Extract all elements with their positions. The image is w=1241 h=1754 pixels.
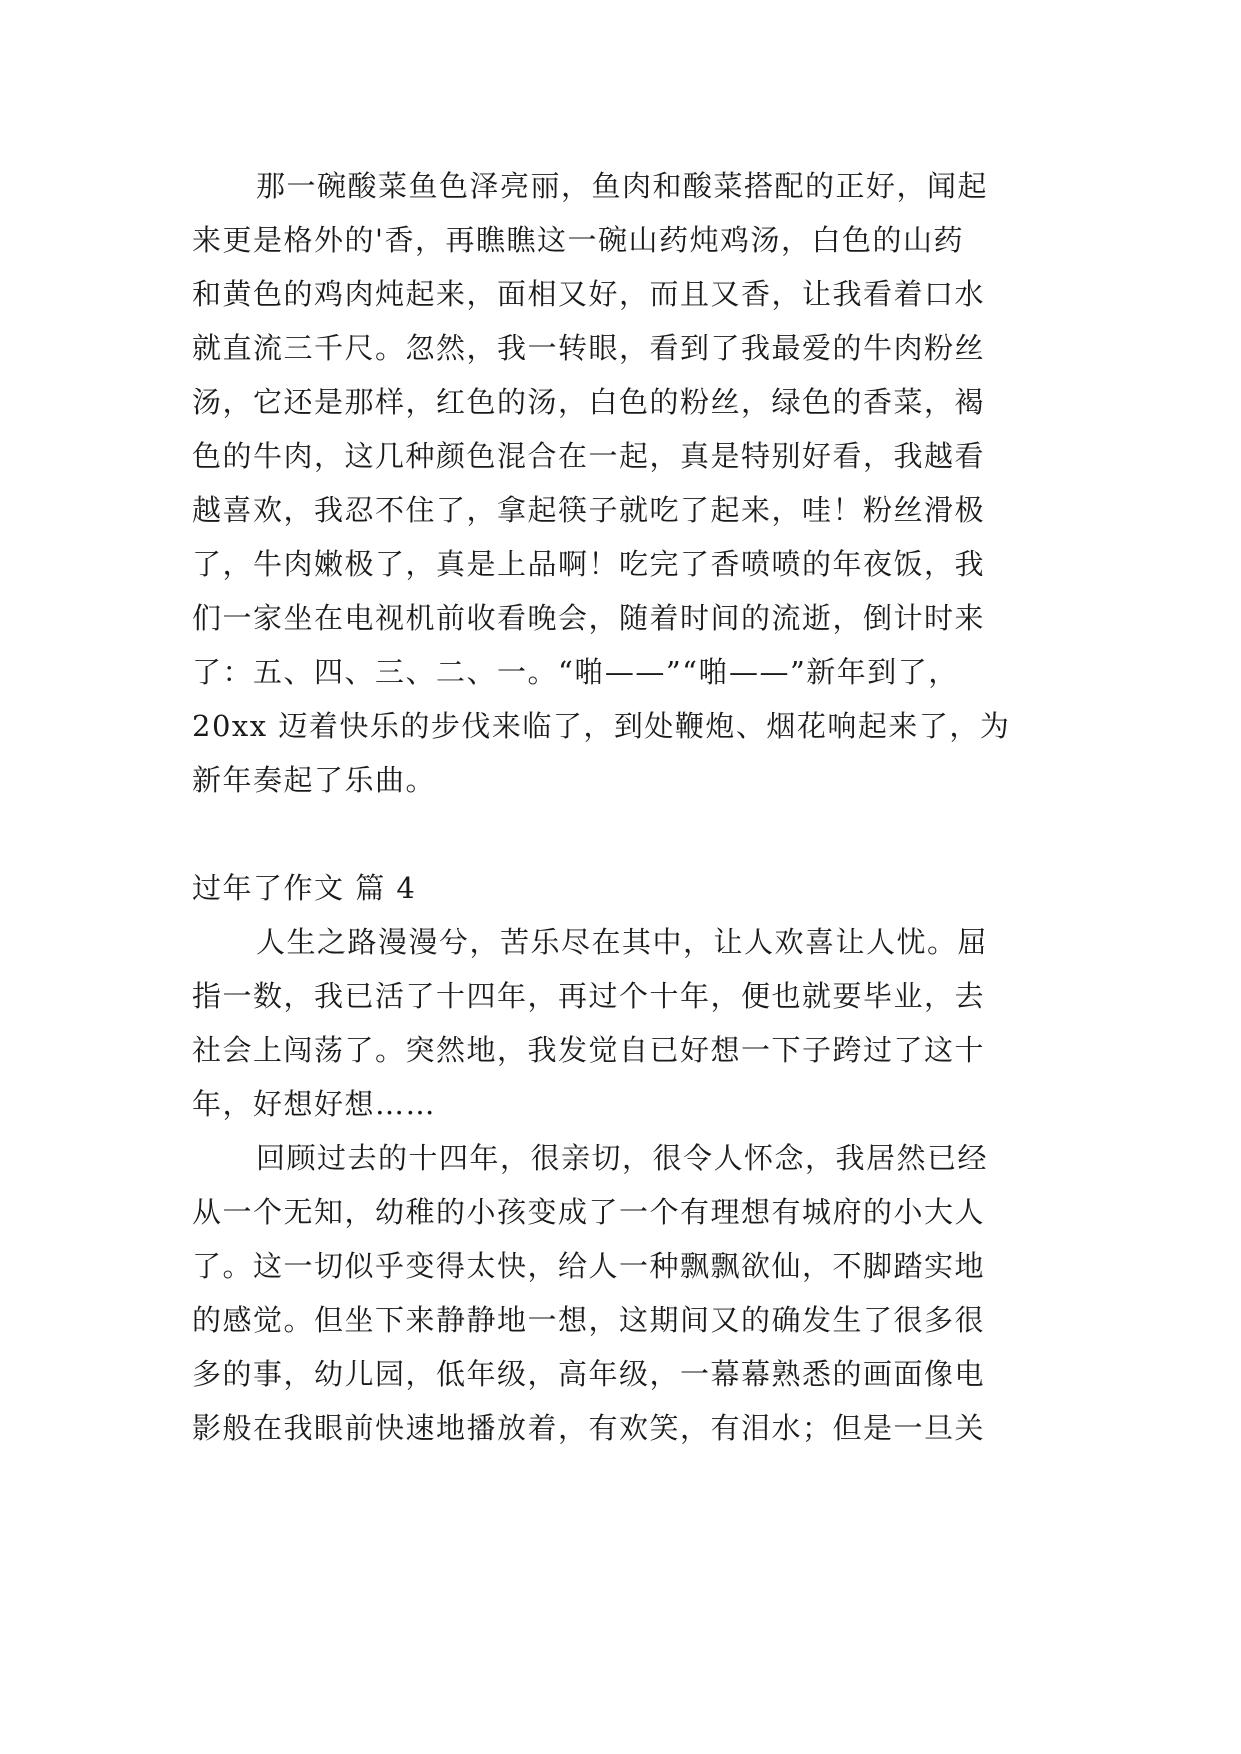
paragraph-line: 汤，它还是那样，红色的汤，白色的粉丝，绿色的香菜，褐 <box>192 385 986 419</box>
paragraph-line: 影般在我眼前快速地播放着，有欢笑，有泪水；但是一旦关 <box>192 1411 986 1445</box>
paragraph-line: 年，好想好想…… <box>192 1087 437 1121</box>
paragraph-line: 多的事，幼儿园，低年级，高年级，一幕幕熟悉的画面像电 <box>192 1357 986 1391</box>
paragraph-line: 了。这一切似乎变得太快，给人一种飘飘欲仙，不脚踏实地 <box>192 1249 986 1283</box>
paragraph-line: 20xx 迈着快乐的步伐来临了，到处鞭炮、烟花响起来了，为 <box>192 709 1011 743</box>
paragraph-line: 那一碗酸菜鱼色泽亮丽，鱼肉和酸菜搭配的正好，闻起 <box>256 169 989 203</box>
paragraph-line: 从一个无知，幼稚的小孩变成了一个有理想有城府的小大人 <box>192 1195 986 1229</box>
paragraph-line: 了：五、四、三、二、一。“啪——”“啪——”新年到了， <box>192 655 959 689</box>
paragraph-line: 新年奏起了乐曲。 <box>192 763 437 797</box>
paragraph-line: 的感觉。但坐下来静静地一想，这期间又的确发生了很多很 <box>192 1303 986 1337</box>
paragraph-line: 指一数，我已活了十四年，再过个十年，便也就要毕业，去 <box>192 979 986 1013</box>
section-heading: 过年了作文 篇 4 <box>192 871 417 905</box>
paragraph-line: 们一家坐在电视机前收看晚会，随着时间的流逝，倒计时来 <box>192 601 986 635</box>
paragraph-line: 社会上闯荡了。突然地，我发觉自已好想一下子跨过了这十 <box>192 1033 986 1067</box>
paragraph-line: 人生之路漫漫兮，苦乐尽在其中，让人欢喜让人忧。屈 <box>256 925 989 959</box>
paragraph-line: 色的牛肉，这几种颜色混合在一起，真是特别好看，我越看 <box>192 439 986 473</box>
paragraph-line: 回顾过去的十四年，很亲切，很令人怀念，我居然已经 <box>256 1141 989 1175</box>
paragraph-line: 越喜欢，我忍不住了，拿起筷子就吃了起来，哇！粉丝滑极 <box>192 493 986 527</box>
paragraph-line: 来更是格外的'香，再瞧瞧这一碗山药炖鸡汤，白色的山药 <box>192 223 964 257</box>
paragraph-line: 就直流三千尺。忽然，我一转眼，看到了我最爱的牛肉粉丝 <box>192 331 986 365</box>
paragraph-line: 了，牛肉嫩极了，真是上品啊！吃完了香喷喷的年夜饭，我 <box>192 547 986 581</box>
paragraph-line: 和黄色的鸡肉炖起来，面相又好，而且又香，让我看着口水 <box>192 277 986 311</box>
